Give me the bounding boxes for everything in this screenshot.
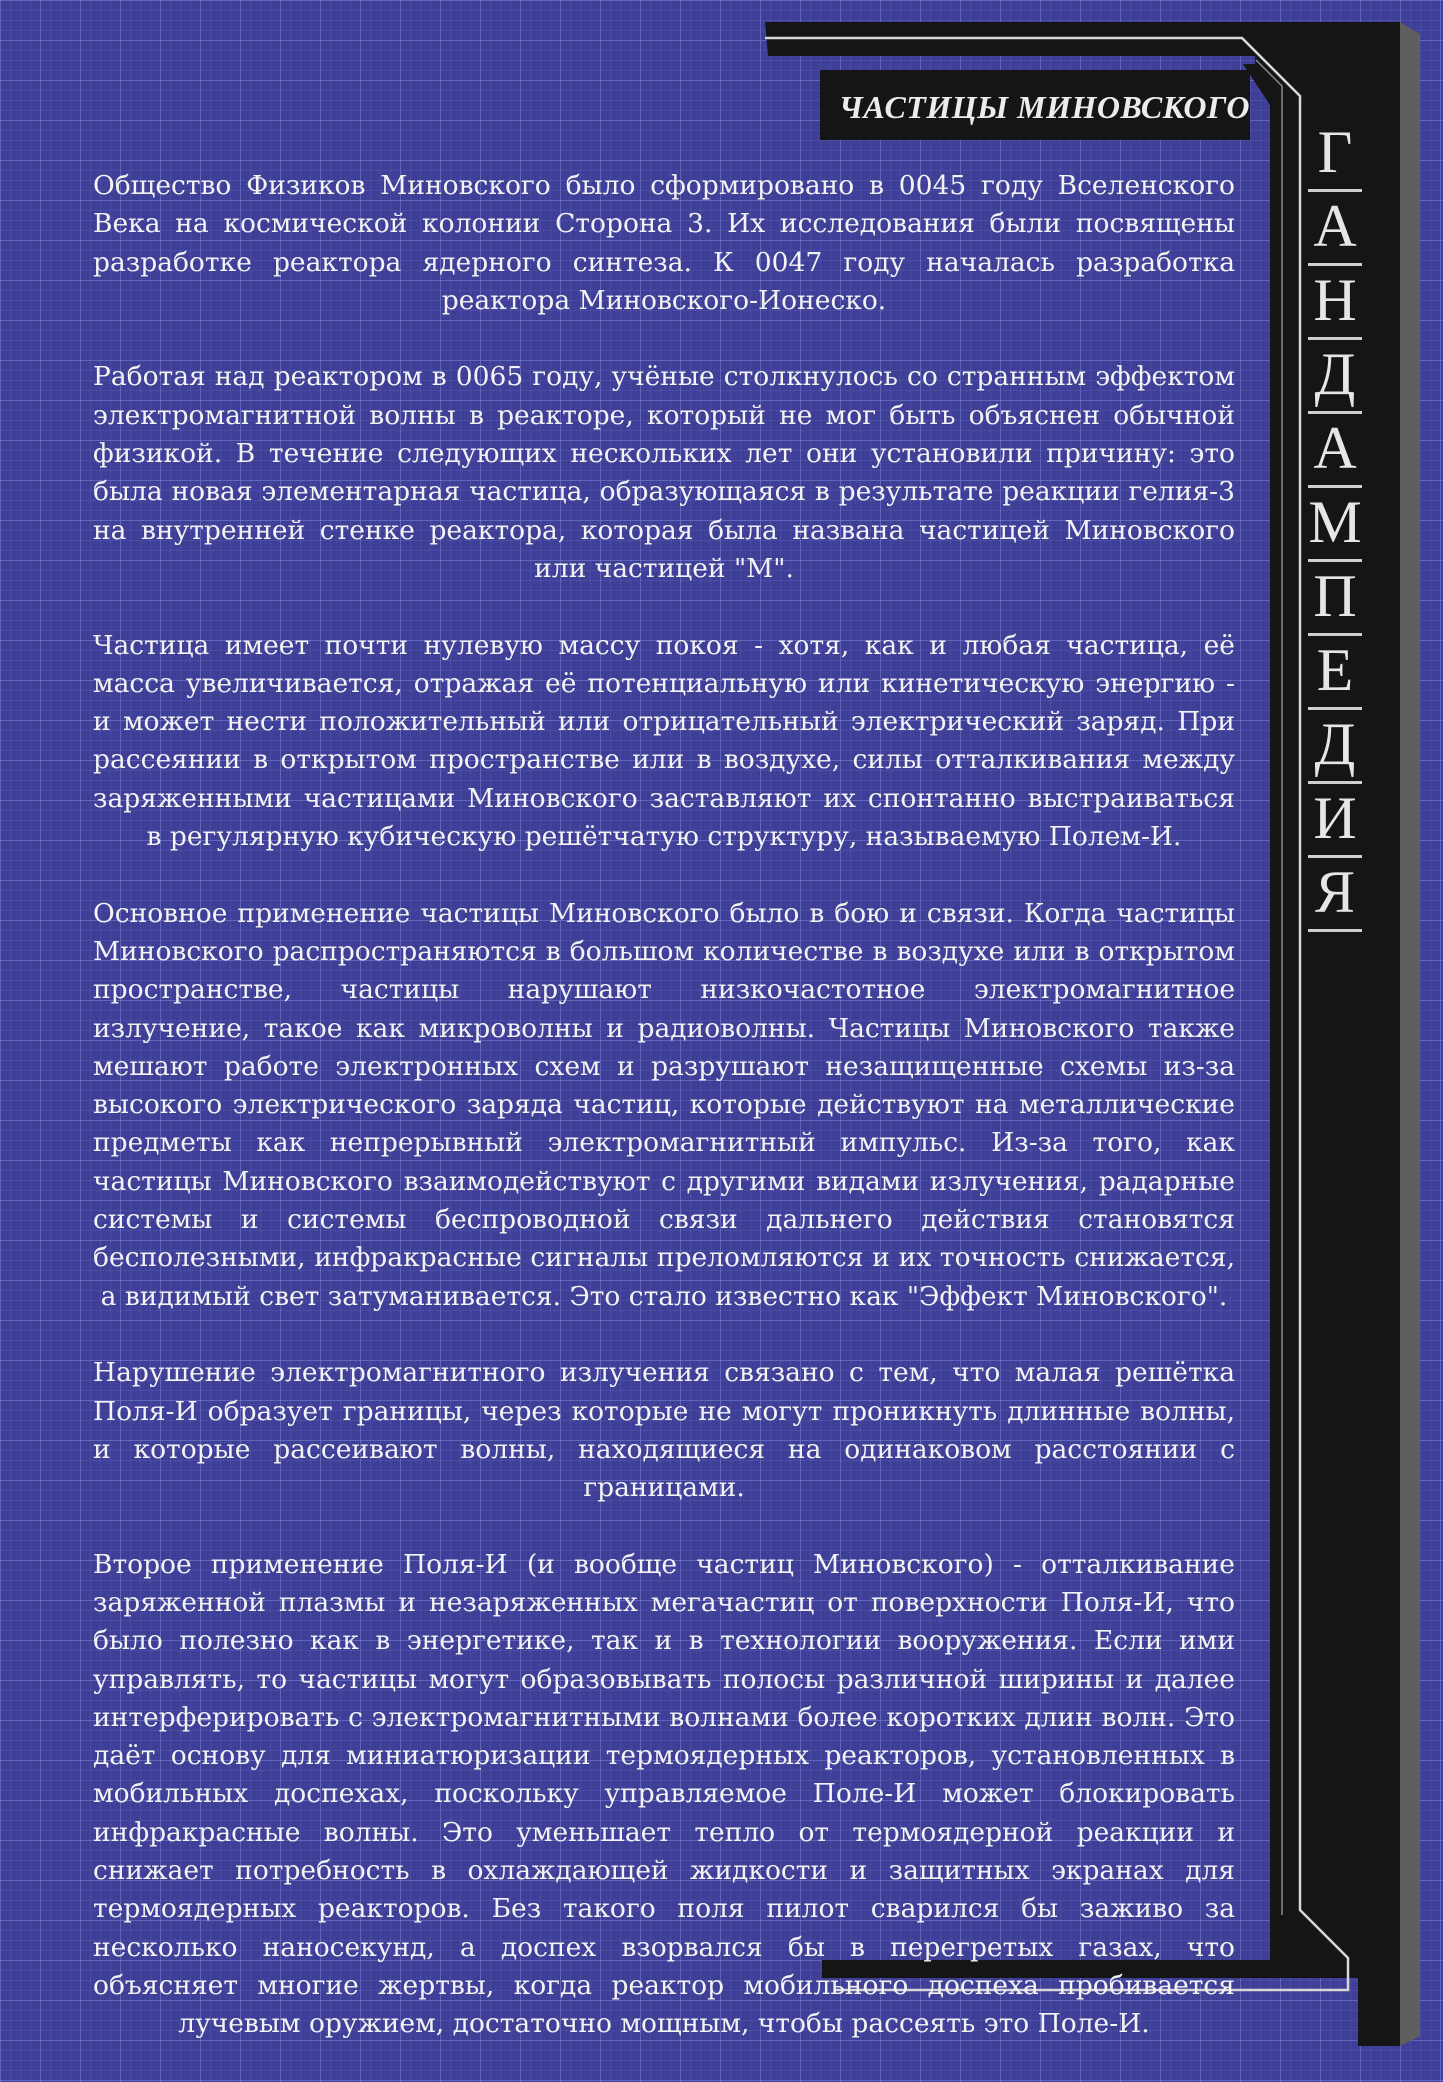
side-title-letter: П [1308,564,1362,636]
paragraph-interference: Нарушение электромагнитного излучения связано с тем, что малая решётка Поля-И образует границы, через которые не могут проникнуть длинные волны, и которые рассеивают волны, находящиеся на одинаковом расстоянии с границами. [93,1357,1235,1504]
paragraph-discovery: Работая над реактором в 0065 году, учёные столкнулось со странным эффектом электромагнитной волны в реакторе, который не мог быть объяснен обычной физикой. В течение следующих нескольких лет они установили причину: это была новая элементарная частица, образующаяся в результате реакции гелия-3 на внутренней стенке реактора, которая была названа частицей Миновского или частицей "М". [93,361,1235,584]
side-title-letter: Д [1308,342,1362,414]
frame-bevel [1400,22,1420,2046]
side-title-letter: М [1308,490,1362,562]
section-title: ЧАСТИЦЫ МИНОВСКОГО [838,89,1250,125]
paragraph-history: Общество Физиков Миновского было сформировано в 0045 году Вселенского Века на космической колонии Сторона 3. Их исследования были посвящены разработке реактора ядерного синтеза. К 0047 году началась разработка реактора Миновского-Ионеско. [93,170,1235,316]
article-body [93,167,1235,2082]
paragraph-main-application: Основное применение частицы Миновского было в бою и связи. Когда частицы Миновского распространяются в большом количестве в воздухе или в открытом пространстве, частицы нарушают низкочастотное электромагнитное излучение, такое как микроволны и радиоволны. Частицы Миновского также мешают работе электронных схем и разрушают незащищенные схемы из-за высокого электрического заряда частиц, которые действуют на металлические предметы как непрерывный электромагнитный импульс. Из-за того, как частицы Миновского взаимодействуют с другими видами излучения, радарные системы и системы беспроводной связи дальнего действия становятся бесполезными, инфракрасные сигналы преломляются и их точность снижается, а видимый свет затуманивается. Это стало известно как "Эффект Миновского". [93,897,1235,1312]
side-title-letter: Е [1308,638,1362,710]
side-title-letter: Я [1308,860,1362,932]
gandampedia-vertical-title [1303,120,1367,934]
paragraph-second-application: Второе применение Поля-И (и вообще частиц Миновского) - отталкивание заряженной плазмы и незаряженных мегачастиц от поверхности Поля-И, что было полезно как в энергетике, так и в технологии вооружения. Если ими управлять, то частицы могут образовывать полосы различной ширины и далее интерферировать с электромагнитными волнами более коротких длин волн. Это даёт основу для миниатюризации термоядерных реакторов, установленных в мобильных доспехах, поскольку управляемое Поле-И может блокировать инфракрасные волны. Это уменьшает тепло от термоядерной реакции и снижает потребность в охлаждающей жидкости и защитных экранах для термоядерных реакторов. Без такого поля пилот сварился бы заживо за несколько наносекунд, а доспех взорвался бы в перегретых газах, что объясняет многие жертвы, когда реактор мобильного доспеха пробивается лучевым оружием, достаточно мощным, чтобы рассеять это Поле-И. [93,1548,1235,2040]
side-title-letter: Д [1308,712,1362,784]
side-title-letter: Г [1308,120,1362,192]
side-title-letter: Н [1308,268,1362,340]
side-title-letter: А [1308,416,1362,488]
paragraph-properties: Частица имеет почти нулевую массу покоя - хотя, как и любая частица, её масса увеличивается, отражая её потенциальную или кинетическую энергию - и может нести положительный или отрицательный электрический заряд. При рассеянии в открытом пространстве или в воздухе, силы отталкивания между заряженными частицами Миновского заставляют их спонтанно выстраиваться в регулярную кубическую решётчатую структуру, называемую Полем-И. [93,629,1235,853]
side-title-letter: И [1308,786,1362,858]
side-title-letter: А [1308,194,1362,266]
